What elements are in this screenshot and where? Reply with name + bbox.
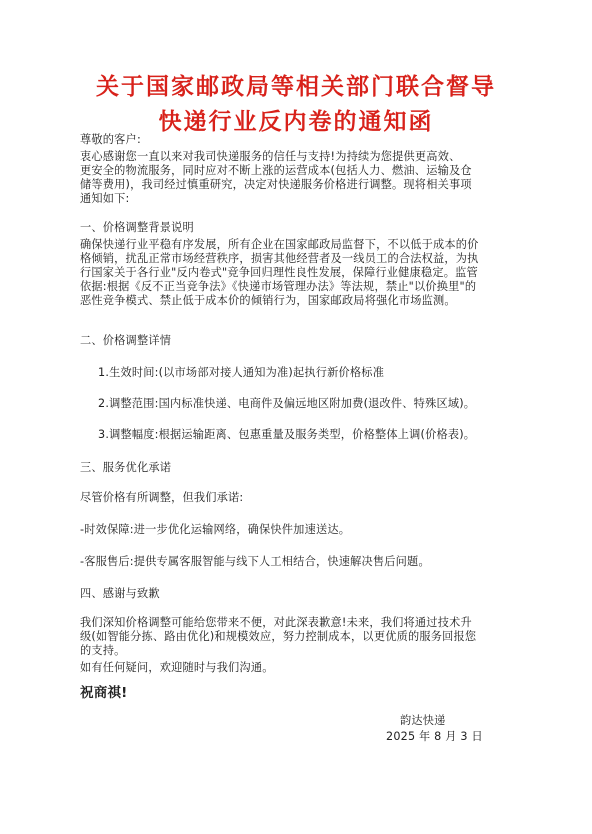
section3-item: -时效保障:进一步优化运输网络，确保快件加速送达。 [80, 523, 351, 536]
greeting: 尊敬的客户: [80, 133, 141, 146]
section1-line: 恶性竞争模式、禁止低于成本价的倾销行为，国家邮政局将强化市场监测。 [80, 294, 456, 307]
issue-date: 2025 年 8 月 3 日 [386, 730, 483, 743]
intro-line: 更安全的物流服务，同时应对不断上涨的运营成本(包括人力、燃油、运输及仓 [80, 164, 472, 177]
intro-line: 储等费用)，我司经过慎重研究，决定对快递服务价格进行调整。现将相关事项 [80, 178, 472, 191]
section1-line: 依据:根据《反不正当竞争法》《快递市场管理办法》等法规，禁止"以价换里"的 [80, 280, 477, 293]
document-title-line2: 快递行业反内卷的通知函 [158, 109, 434, 135]
section2-item: 2.调整范围:国内标准快递、电商件及偏远地区附加费(退改件、特殊区域)。 [98, 397, 476, 410]
section3-intro: 尽管价格有所调整，但我们承诺: [80, 491, 244, 504]
intro-line: 通知如下: [80, 192, 130, 205]
section1-line: 格倾销，扰乱正常市场经营秩序，损害其他经营者及一线员工的合法权益，为执 [80, 252, 479, 265]
section4-line: 级(如智能分拣、路由优化)和规模效应，努力控制成本，以更优质的服务回报您 [80, 630, 477, 643]
section1-heading: 一、价格调整背景说明 [80, 221, 194, 234]
section4-line: 如有任何疑问，欢迎随时与我们沟通。 [80, 661, 274, 674]
section3-item: -客服售后:提供专属客服智能与线下人工相结合，快速解决售后问题。 [80, 555, 430, 568]
section2-item: 3.调整幅度:根据运输距离、包惠重量及服务类型，价格整体上调(价格表)。 [98, 428, 476, 441]
section2-heading: 二、价格调整详情 [80, 334, 172, 347]
closing-salutation: 祝商祺! [80, 685, 128, 701]
document-title-line1: 关于国家邮政局等相关部门联合督导 [96, 74, 496, 100]
section3-heading: 三、服务优化承诺 [80, 461, 172, 474]
section2-item: 1.生效时间:(以市场部对接人通知为准)起执行新价格标准 [98, 366, 385, 379]
section4-line: 我们深知价格调整可能给您带来不便，对此深表歉意!未来，我们将通过技术升 [80, 616, 472, 629]
section1-line: 行国家关于各行业"反内卷式"竞争回归理性良性发展，保障行业健康稳定。监管 [80, 266, 478, 279]
sender-name: 韵达快递 [400, 714, 446, 727]
section1-line: 确保快递行业平稳有序发展，所有企业在国家邮政局监督下，不以低于成本的价 [80, 238, 479, 251]
section4-line: 的支持。 [80, 644, 126, 657]
section4-heading: 四、感谢与致歉 [80, 587, 160, 600]
intro-line: 衷心感谢您一直以来对我司快递服务的信任与支持!为持续为您提供更高效、 [80, 150, 461, 163]
